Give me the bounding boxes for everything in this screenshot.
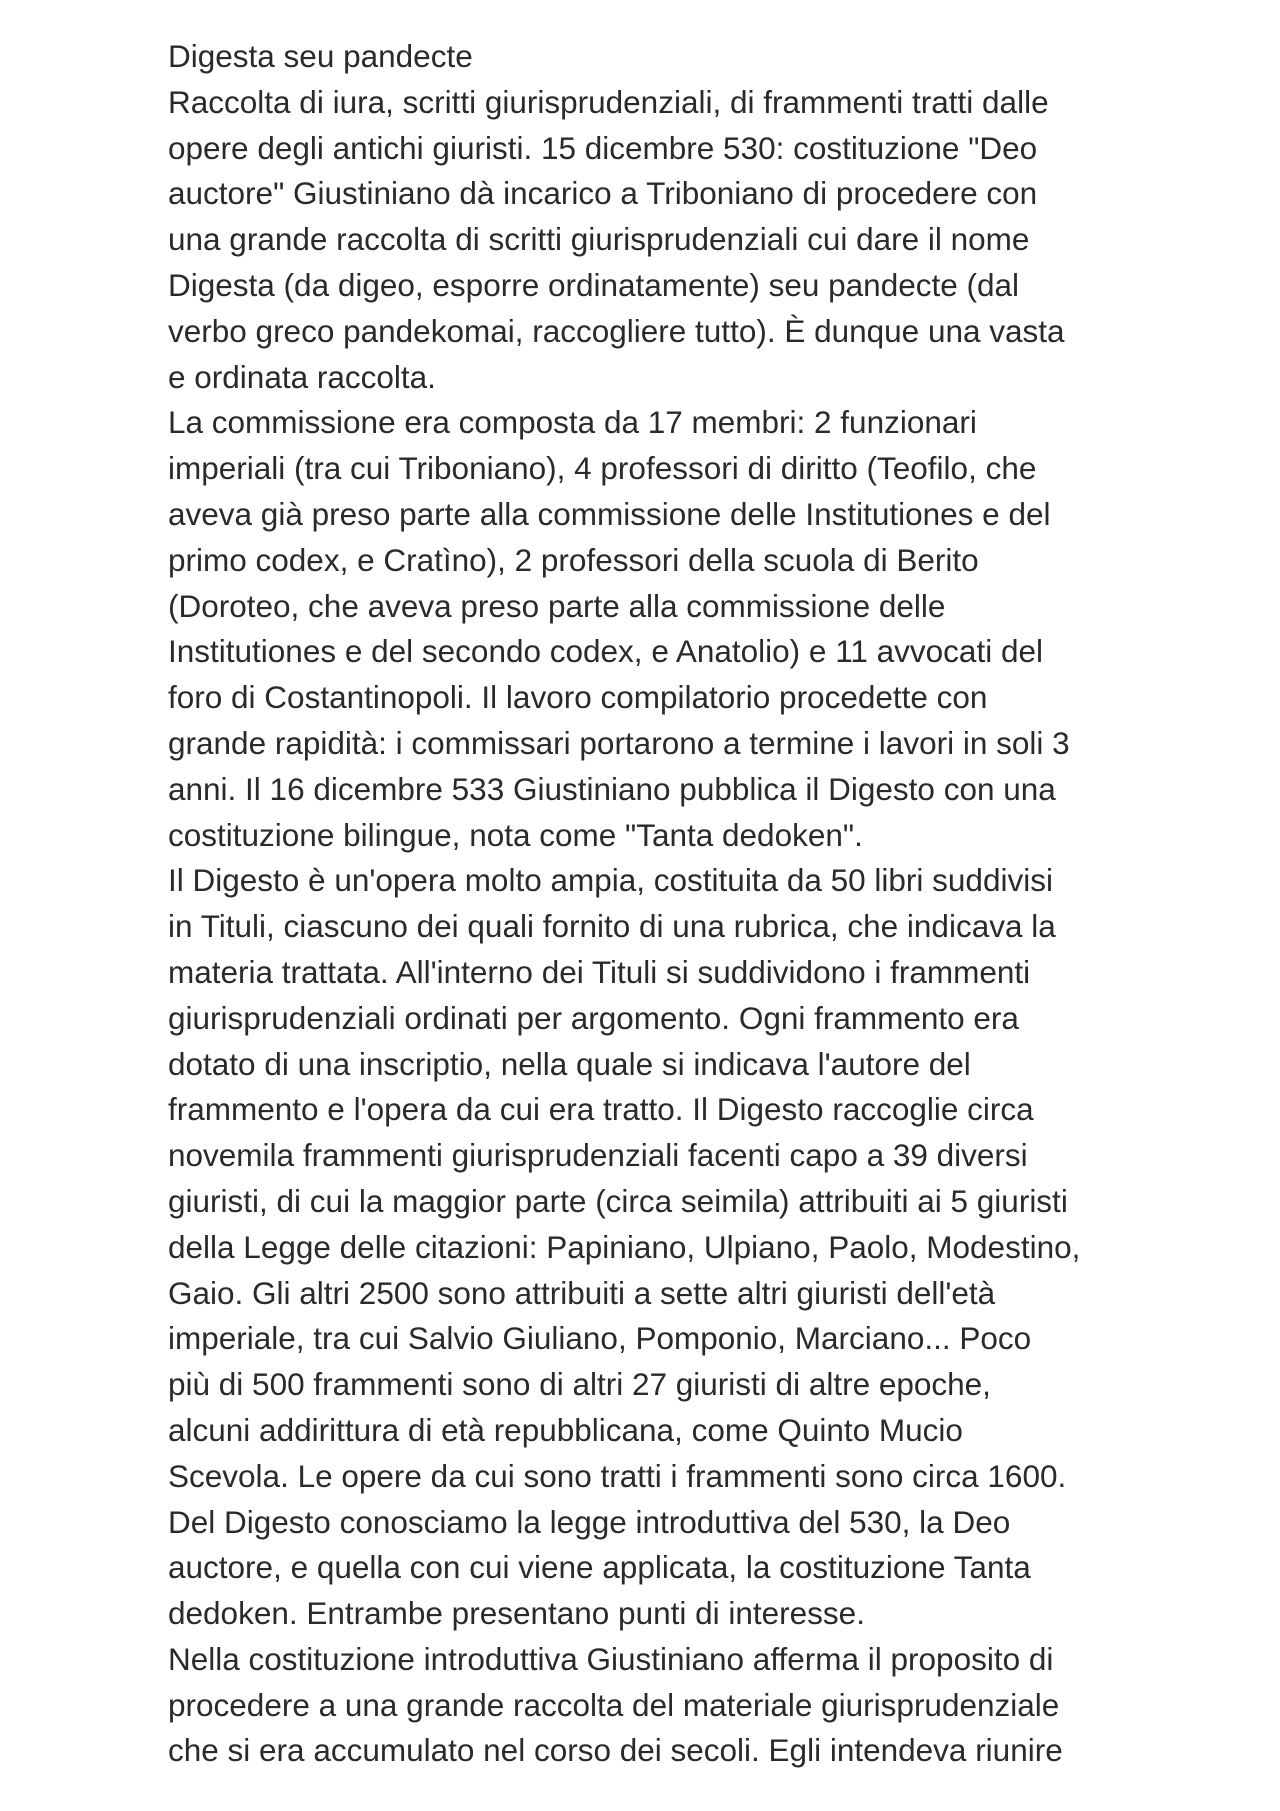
text-line: foro di Costantinopoli. Il lavoro compilatorio procedette con <box>168 679 988 716</box>
text-line: Digesta (da digeo, esporre ordinatamente) seu pandecte (dal <box>168 266 1020 303</box>
text-line: della Legge delle citazioni: Papiniano, Ulpiano, Paolo, Modestino, <box>168 1228 1081 1265</box>
document-text <box>168 34 1188 1774</box>
document-title: Digesta seu pandecte <box>168 38 473 74</box>
text-line: imperiale, tra cui Salvio Giuliano, Pomponio, Marciano... Poco <box>168 1320 1032 1357</box>
text-line: (Doroteo, che aveva preso parte alla commissione delle <box>168 587 946 624</box>
text-line: in Tituli, ciascuno dei quali fornito di una rubrica, che indicava la <box>168 908 1056 945</box>
text-line: Scevola. Le opere da cui sono tratti i frammenti sono circa 1600. <box>168 1457 1067 1494</box>
text-line: e ordinata raccolta. <box>168 358 436 395</box>
text-line: materia trattata. All'interno dei Tituli si suddividono i frammenti <box>168 953 1031 990</box>
text-line: aveva già preso parte alla commissione delle Institutiones e del <box>168 495 1051 532</box>
text-line: una grande raccolta di scritti giurisprudenziali cui dare il nome <box>168 221 1030 258</box>
text-line: dotato di una inscriptio, nella quale si indicava l'autore del <box>168 1045 971 1082</box>
text-line: Gaio. Gli altri 2500 sono attribuiti a sette altri giuristi dell'età <box>168 1274 996 1311</box>
text-line: grande rapidità: i commissari portarono a termine i lavori in soli 3 <box>168 724 1070 761</box>
text-line: dedoken. Entrambe presentano punti di interesse. <box>168 1595 865 1632</box>
text-line: Il Digesto è un'opera molto ampia, costituita da 50 libri suddivisi <box>168 862 1053 899</box>
text-line: Raccolta di iura, scritti giurisprudenziali, di frammenti tratti dalle <box>168 83 1049 120</box>
text-line: imperiali (tra cui Triboniano), 4 professori di diritto (Teofilo, che <box>168 450 1037 487</box>
text-line: Institutiones e del secondo codex, e Anatolio) e 11 avvocati del <box>168 633 1043 670</box>
text-line: anni. Il 16 dicembre 533 Giustiniano pubblica il Digesto con una <box>168 770 1056 807</box>
text-line: La commissione era composta da 17 membri: 2 funzionari <box>168 404 977 441</box>
text-line: giuristi, di cui la maggior parte (circa seimila) attribuiti ai 5 giuristi <box>168 1182 1068 1219</box>
text-line: Nella costituzione introduttiva Giustiniano afferma il proposito di <box>168 1640 1054 1677</box>
text-line: auctore" Giustiniano dà incarico a Triboniano di procedere con <box>168 175 1038 212</box>
text-line: procedere a una grande raccolta del materiale giurisprudenziale <box>168 1686 1060 1723</box>
text-line: Del Digesto conosciamo la legge introduttiva del 530, la Deo <box>168 1503 1011 1540</box>
text-line: giurisprudenziali ordinati per argomento. Ogni frammento era <box>168 999 1019 1036</box>
text-line: auctore, e quella con cui viene applicata, la costituzione Tanta <box>168 1549 1031 1586</box>
text-line: verbo greco pandekomai, raccogliere tutto). È dunque una vasta <box>168 312 1065 349</box>
text-line: costituzione bilingue, nota come "Tanta dedoken". <box>168 816 863 853</box>
text-line: frammento e l'opera da cui era tratto. Il Digesto raccoglie circa <box>168 1091 1034 1128</box>
text-line: primo codex, e Cratìno), 2 professori della scuola di Berito <box>168 541 979 578</box>
text-line: che si era accumulato nel corso dei secoli. Egli intendeva riunire <box>168 1732 1063 1769</box>
text-line: alcuni addirittura di età repubblicana, come Quinto Mucio <box>168 1411 963 1448</box>
text-line: opere degli antichi giuristi. 15 dicembre 530: costituzione "Deo <box>168 129 1038 166</box>
text-line: più di 500 frammenti sono di altri 27 giuristi di altre epoche, <box>168 1366 991 1403</box>
text-line: novemila frammenti giurisprudenziali facenti capo a 39 diversi <box>168 1137 1028 1174</box>
